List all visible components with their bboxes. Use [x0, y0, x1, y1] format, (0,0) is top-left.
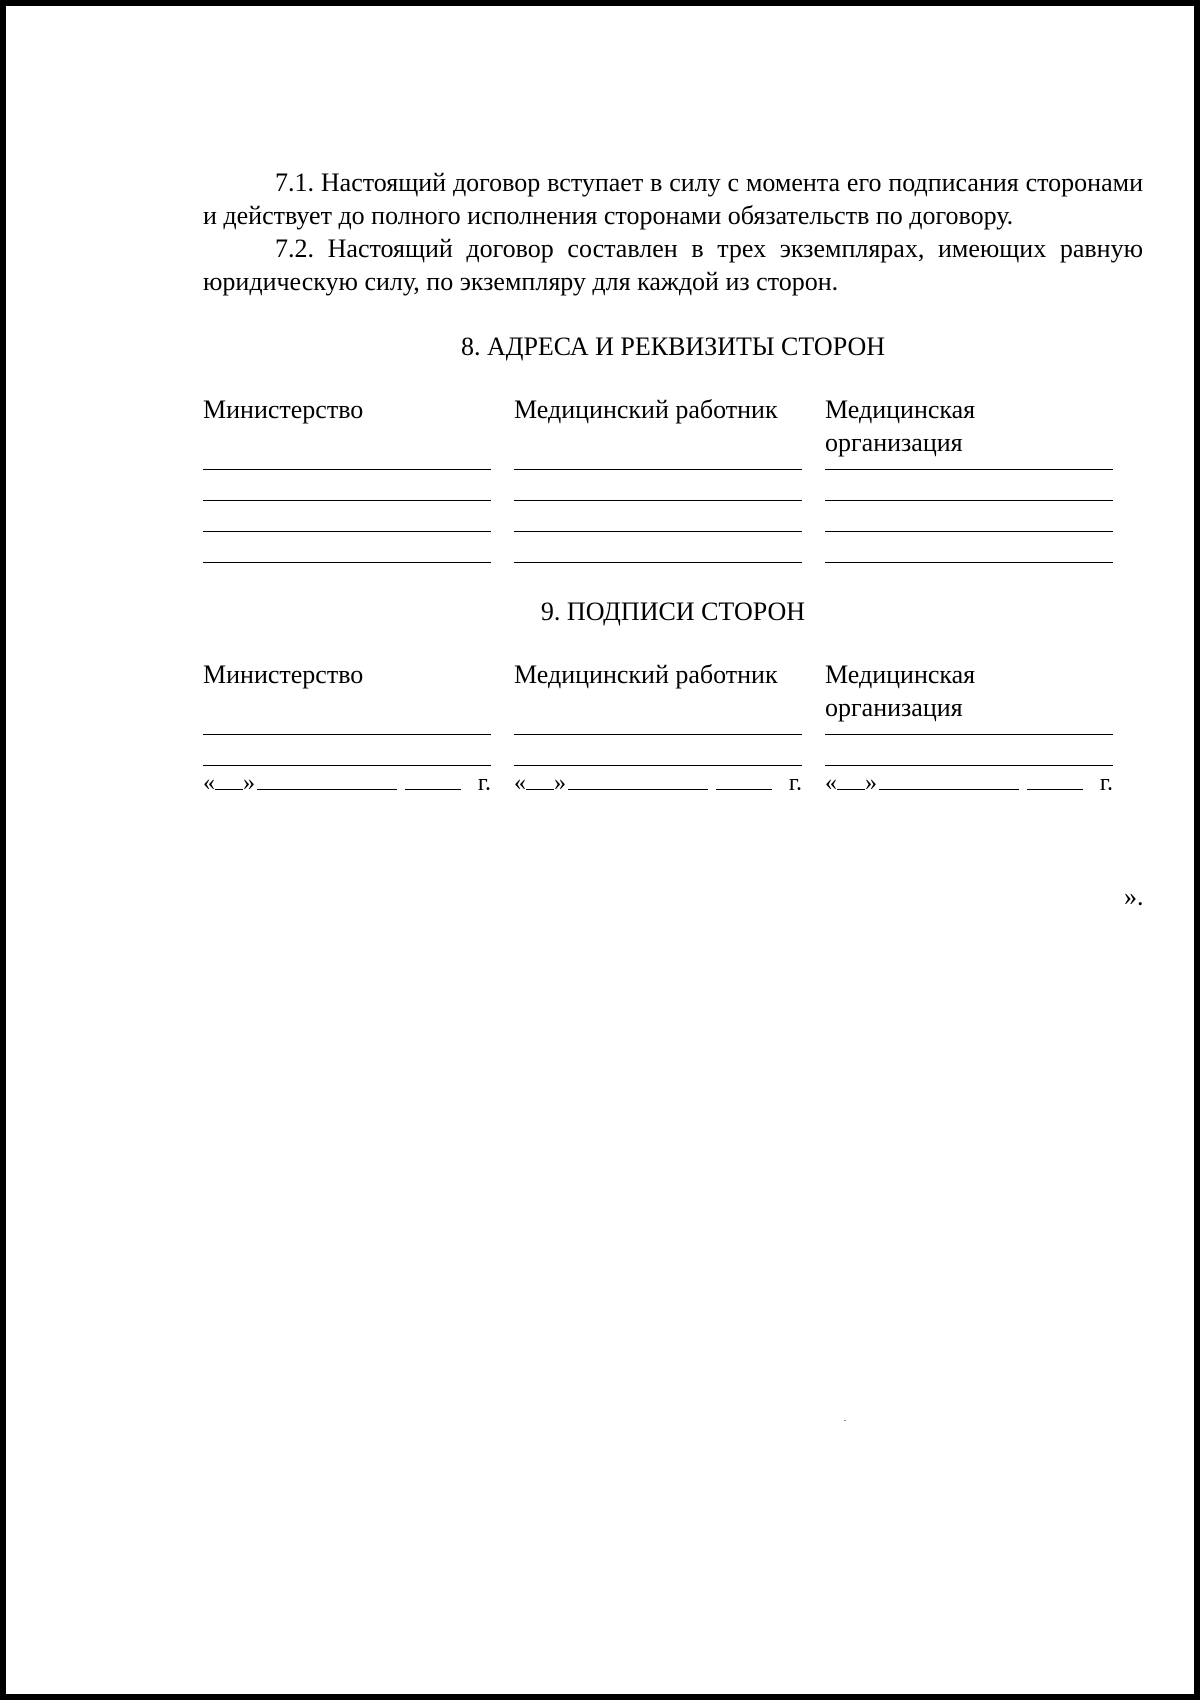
year-suffix: г. [788, 770, 802, 796]
quote-open: « [514, 770, 526, 796]
document-page [6, 6, 1194, 1694]
date-line [825, 768, 1113, 798]
quote-close: » [865, 770, 877, 796]
party-name: Медицинская организация [825, 395, 976, 457]
day-blank [837, 771, 865, 790]
signature-line [514, 765, 802, 766]
year-suffix: г. [1099, 770, 1113, 796]
quote-close: » [243, 770, 255, 796]
blank-line [825, 562, 1113, 563]
party-worker-addresses [514, 393, 802, 563]
month-blank [257, 771, 397, 790]
signature-line [203, 765, 491, 766]
date-line [514, 768, 802, 798]
party-ministry-addresses [203, 393, 491, 563]
quote-open: « [203, 770, 215, 796]
signature-lines [514, 734, 802, 766]
blank-line [514, 500, 802, 501]
document-content [203, 166, 1143, 798]
party-organization-signature [825, 658, 1113, 798]
signature-line [203, 734, 491, 735]
blank-line [203, 500, 491, 501]
day-blank [526, 771, 554, 790]
blank-line [203, 531, 491, 532]
party-name: Министерство [203, 660, 364, 689]
signature-line [825, 765, 1113, 766]
year-suffix: г. [477, 770, 491, 796]
address-lines [514, 469, 802, 563]
signature-line [825, 734, 1113, 735]
signature-lines [203, 734, 491, 766]
blank-line [514, 531, 802, 532]
year-blank [1027, 771, 1083, 790]
party-name: Медицинская организация [825, 660, 976, 722]
party-ministry-signature [203, 658, 491, 798]
quote-close: » [554, 770, 566, 796]
party-name: Министерство [203, 395, 364, 424]
blank-line [203, 469, 491, 470]
day-blank [215, 771, 243, 790]
scan-speck [844, 1420, 846, 1421]
address-lines [203, 469, 491, 563]
month-blank [568, 771, 708, 790]
party-name: Медицинский работник [514, 395, 778, 424]
party-organization-addresses [825, 393, 1113, 563]
year-blank [405, 771, 461, 790]
blank-line [514, 469, 802, 470]
section-9-title: 9. ПОДПИСИ СТОРОН [540, 597, 806, 626]
addresses-block [203, 393, 1113, 563]
party-name: Медицинский работник [514, 660, 778, 689]
blank-line [825, 469, 1113, 470]
signatures-block [203, 658, 1113, 798]
date-line [203, 768, 491, 798]
closing-quote-mark: ». [1124, 882, 1144, 911]
paragraph-7-2: 7.2. Настоящий договор составлен в трех экземплярах, имеющих равную юридическую силу, по экземпляру для каждой из сторон. [203, 234, 1143, 296]
signature-line [514, 734, 802, 735]
address-lines [825, 469, 1113, 563]
party-worker-signature [514, 658, 802, 798]
blank-line [825, 531, 1113, 532]
blank-line [514, 562, 802, 563]
blank-line [203, 562, 491, 563]
signature-lines [825, 734, 1113, 766]
month-blank [879, 771, 1019, 790]
paragraph-7-1: 7.1. Настоящий договор вступает в силу с момента его подписания сторонами и действует до полного исполнения сторонами обязательств по договору. [203, 168, 1143, 230]
blank-line [825, 500, 1113, 501]
quote-open: « [825, 770, 837, 796]
section-8-title: 8. АДРЕСА И РЕКВИЗИТЫ СТОРОН [460, 332, 886, 361]
year-blank [716, 771, 772, 790]
